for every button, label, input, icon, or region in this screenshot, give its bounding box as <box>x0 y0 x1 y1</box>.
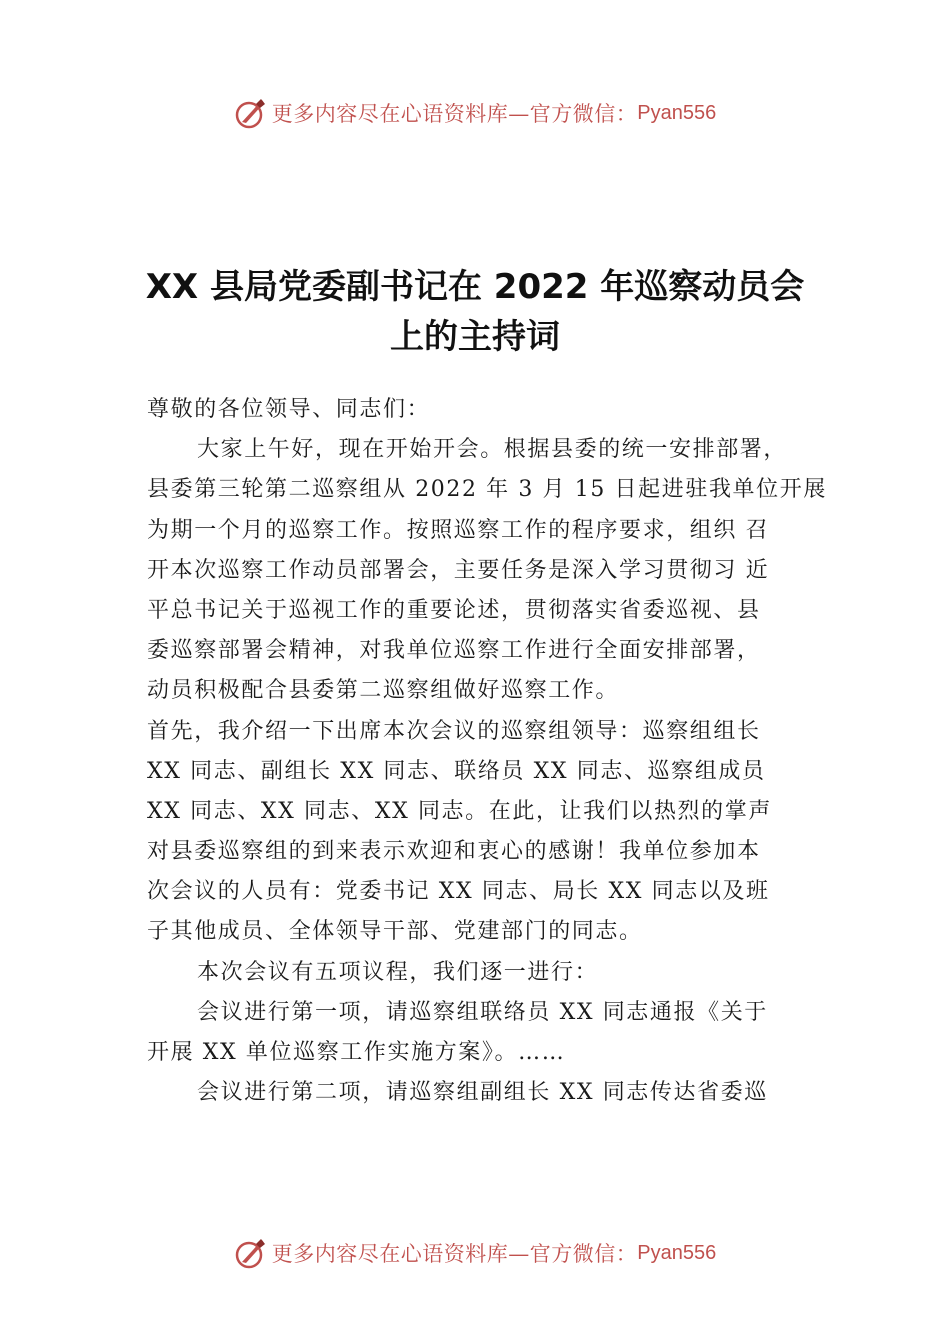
body-line: 大家上午好，现在开始开会。根据县委的统一安排部署， <box>197 437 788 463</box>
wechat-id: Pyan556 <box>637 1241 717 1264</box>
quill-logo-icon <box>234 96 268 130</box>
body-line: 次会议的人员有：党委书记 XX 同志、局长 XX 同志以及班 <box>147 879 770 905</box>
document-body <box>147 390 837 1113</box>
watermark-text: 更多内容尽在心语资料库—官方微信： <box>271 102 638 126</box>
body-line: 对县委巡察组的到来表示欢迎和衷心的感谢！我单位参加本 <box>147 839 761 865</box>
document-title <box>110 262 840 362</box>
title-line-2: 上的主持词 <box>390 317 560 357</box>
body-line: 首先，我介绍一下出席本次会议的巡察组领导：巡察组组长 <box>147 718 761 744</box>
quill-logo-icon <box>234 1236 268 1270</box>
body-line: 会议进行第一项，请巡察组联络员 XX 同志通报《关于 <box>197 999 768 1025</box>
body-line: 会议进行第二项，请巡察组副组长 XX 同志传达省委巡 <box>197 1080 768 1106</box>
footer-watermark <box>0 1233 950 1273</box>
body-line: 本次会议有五项议程，我们逐一进行： <box>197 959 599 985</box>
body-line: 为期一个月的巡察工作。按照巡察工作的程序要求，组织 召 <box>147 517 770 543</box>
body-line: 委巡察部署会精神，对我单位巡察工作进行全面安排部署， <box>147 638 761 664</box>
body-line: 动员积极配合县委第二巡察组做好巡察工作。 <box>147 678 620 704</box>
body-line: 县委第三轮第二巡察组从 2022 年 3 月 15 日起进驻我单位开展 <box>147 477 827 503</box>
body-line: 开本次巡察工作动员部署会，主要任务是深入学习贯彻习 近 <box>147 557 770 583</box>
body-line: XX 同志、副组长 XX 同志、联络员 XX 同志、巡察组成员 <box>147 758 766 784</box>
header-watermark <box>0 93 950 133</box>
body-line: 子其他成员、全体领导干部、党建部门的同志。 <box>147 919 643 945</box>
body-line: XX 同志、XX 同志、XX 同志。在此，让我们以热烈的掌声 <box>147 798 772 824</box>
body-line: 平总书记关于巡视工作的重要论述，贯彻落实省委巡视、县 <box>147 597 761 623</box>
watermark-text: 更多内容尽在心语资料库—官方微信： <box>271 1242 638 1266</box>
body-line: 开展 XX 单位巡察工作实施方案》。…… <box>147 1040 566 1065</box>
body-line: 尊敬的各位领导、同志们： <box>147 397 431 422</box>
title-line-1: XX 县局党委副书记在 2022 年巡察动员会 <box>145 267 805 307</box>
wechat-id: Pyan556 <box>637 101 717 124</box>
